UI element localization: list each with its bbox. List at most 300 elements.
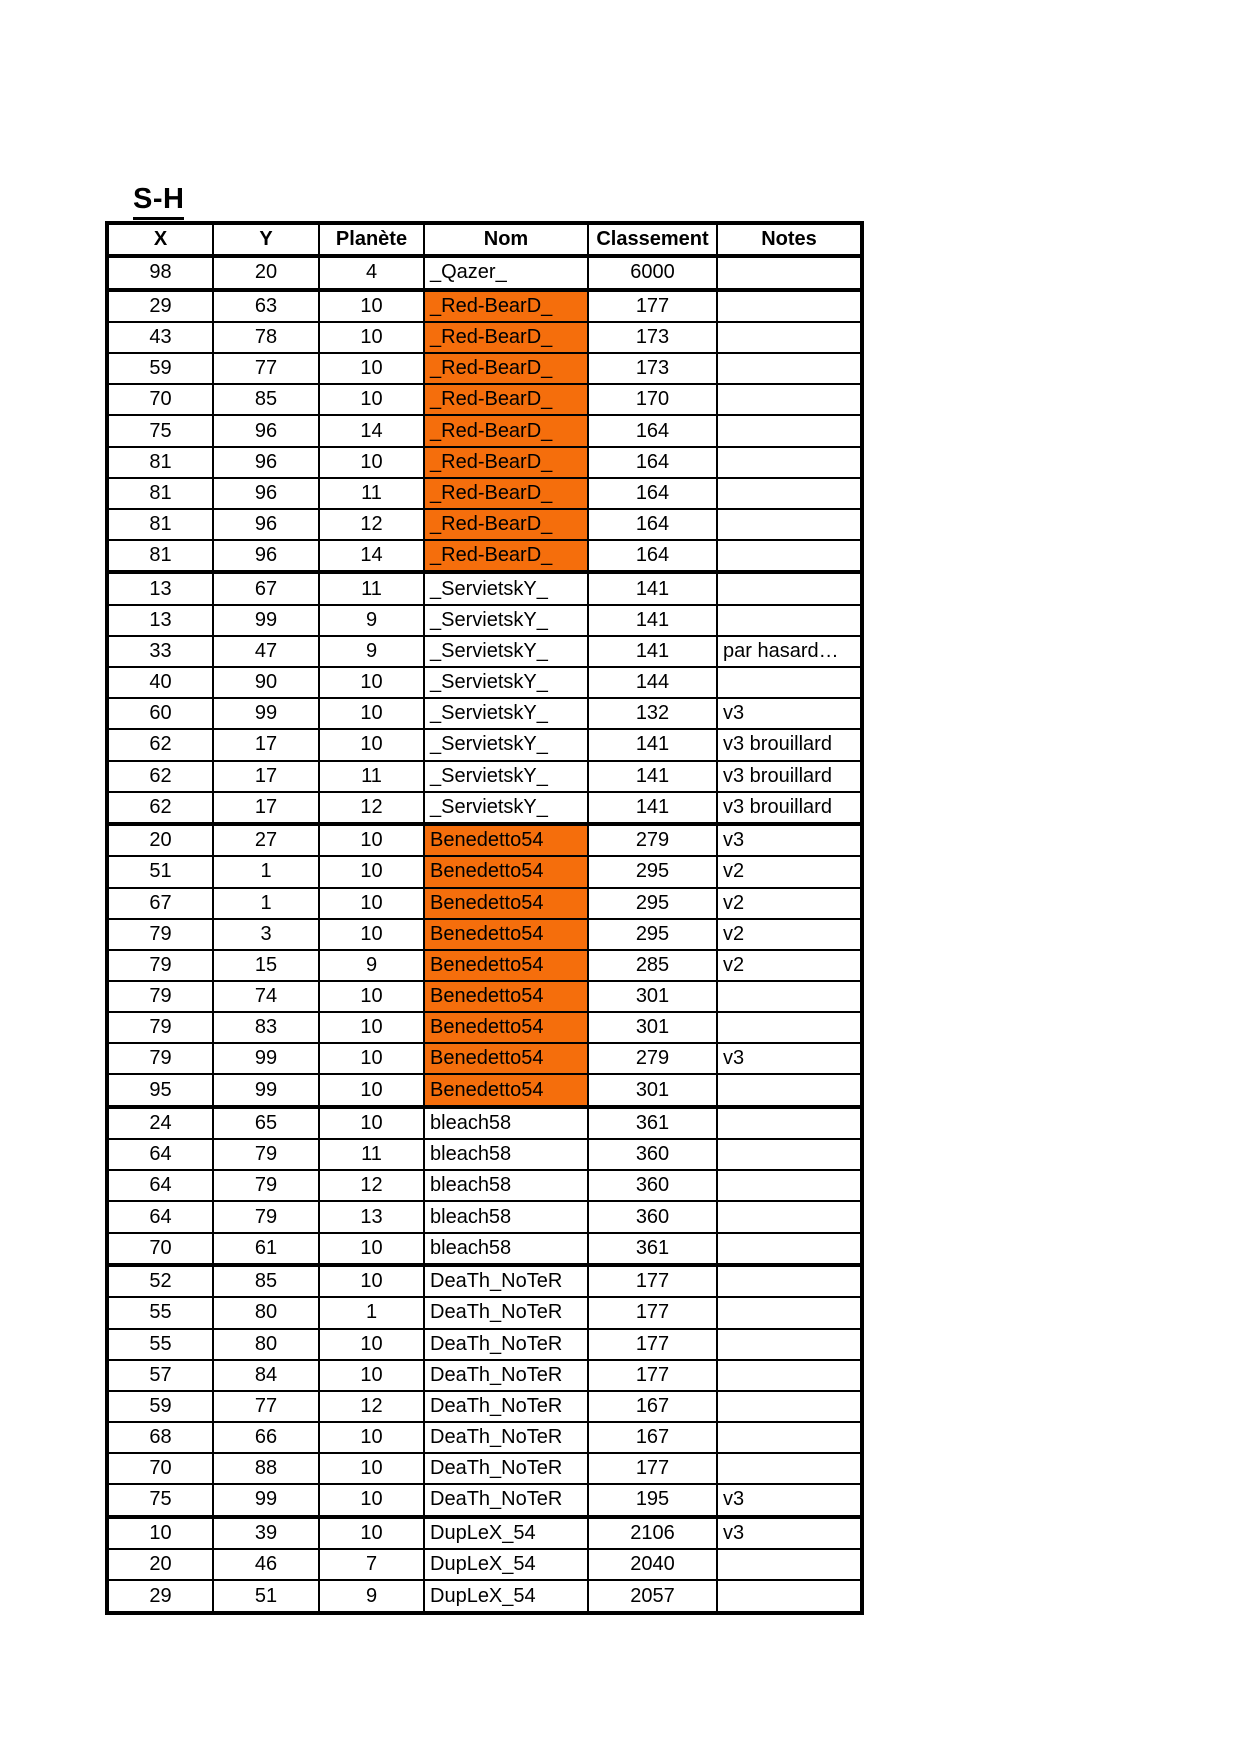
table-row: [107, 1580, 862, 1613]
cell-classement: 164: [588, 540, 717, 572]
cell-classement: 279: [588, 824, 717, 856]
cell-planete: 7: [319, 1549, 424, 1580]
cell-x: 64: [107, 1201, 213, 1232]
cell-y: 65: [213, 1107, 319, 1139]
cell-x: 98: [107, 256, 213, 290]
cell-nom: Benedetto54: [424, 1074, 588, 1106]
cell-planete: 12: [319, 509, 424, 540]
table-row: [107, 1139, 862, 1170]
cell-classement: 177: [588, 1329, 717, 1360]
cell-y: 96: [213, 447, 319, 478]
cell-notes: v3 brouillard: [717, 761, 862, 792]
cell-classement: 301: [588, 981, 717, 1012]
cell-x: 29: [107, 290, 213, 322]
cell-planete: 11: [319, 572, 424, 604]
cell-nom: Benedetto54: [424, 1043, 588, 1074]
cell-nom: bleach58: [424, 1139, 588, 1170]
cell-planete: 10: [319, 1329, 424, 1360]
table-row: [107, 729, 862, 760]
cell-x: 51: [107, 856, 213, 887]
cell-planete: 10: [319, 1012, 424, 1043]
cell-notes: [717, 1233, 862, 1265]
cell-classement: 164: [588, 509, 717, 540]
column-header-y: Y: [213, 223, 319, 256]
cell-x: 81: [107, 447, 213, 478]
cell-nom: Benedetto54: [424, 824, 588, 856]
cell-y: 17: [213, 761, 319, 792]
cell-classement: 295: [588, 888, 717, 919]
cell-x: 62: [107, 729, 213, 760]
cell-planete: 10: [319, 447, 424, 478]
cell-classement: 141: [588, 636, 717, 667]
cell-y: 80: [213, 1329, 319, 1360]
cell-y: 74: [213, 981, 319, 1012]
cell-y: 1: [213, 856, 319, 887]
cell-x: 81: [107, 478, 213, 509]
cell-nom: Benedetto54: [424, 950, 588, 981]
cell-y: 77: [213, 1391, 319, 1422]
cell-classement: 2040: [588, 1549, 717, 1580]
cell-y: 78: [213, 322, 319, 353]
cell-x: 70: [107, 1233, 213, 1265]
cell-notes: [717, 1074, 862, 1106]
table-row: [107, 447, 862, 478]
cell-y: 99: [213, 1484, 319, 1516]
cell-y: 96: [213, 478, 319, 509]
table-row: [107, 667, 862, 698]
table-row: [107, 919, 862, 950]
cell-classement: 301: [588, 1012, 717, 1043]
table-row: [107, 256, 862, 290]
column-header-classement: Classement: [588, 223, 717, 256]
cell-planete: 13: [319, 1201, 424, 1232]
cell-x: 79: [107, 981, 213, 1012]
table-row: [107, 1360, 862, 1391]
cell-nom: _ServietskY_: [424, 761, 588, 792]
cell-classement: 141: [588, 761, 717, 792]
cell-nom: DeaTh_NoTeR: [424, 1297, 588, 1328]
cell-nom: DupLeX_54: [424, 1517, 588, 1549]
cell-notes: [717, 1453, 862, 1484]
cell-planete: 12: [319, 792, 424, 824]
cell-x: 95: [107, 1074, 213, 1106]
cell-nom: DeaTh_NoTeR: [424, 1360, 588, 1391]
table-row: [107, 888, 862, 919]
table-row: [107, 950, 862, 981]
table-row: [107, 824, 862, 856]
cell-nom: Benedetto54: [424, 856, 588, 887]
cell-y: 96: [213, 540, 319, 572]
cell-classement: 285: [588, 950, 717, 981]
cell-y: 99: [213, 1074, 319, 1106]
cell-nom: _ServietskY_: [424, 605, 588, 636]
cell-planete: 10: [319, 1043, 424, 1074]
table-row: [107, 856, 862, 887]
cell-y: 1: [213, 888, 319, 919]
cell-classement: 301: [588, 1074, 717, 1106]
cell-nom: _ServietskY_: [424, 729, 588, 760]
column-header-planete: Planète: [319, 223, 424, 256]
cell-planete: 10: [319, 353, 424, 384]
cell-x: 79: [107, 950, 213, 981]
cell-x: 40: [107, 667, 213, 698]
cell-y: 66: [213, 1422, 319, 1453]
cell-x: 52: [107, 1265, 213, 1297]
cell-x: 64: [107, 1170, 213, 1201]
cell-nom: _Red-BearD_: [424, 322, 588, 353]
cell-classement: 170: [588, 384, 717, 415]
table-row: [107, 1233, 862, 1265]
cell-y: 79: [213, 1170, 319, 1201]
cell-classement: 360: [588, 1139, 717, 1170]
cell-nom: _Red-BearD_: [424, 384, 588, 415]
cell-classement: 164: [588, 447, 717, 478]
cell-classement: 2106: [588, 1517, 717, 1549]
cell-nom: Benedetto54: [424, 1012, 588, 1043]
column-header-x: X: [107, 223, 213, 256]
cell-planete: 10: [319, 384, 424, 415]
cell-y: 79: [213, 1139, 319, 1170]
table-row: [107, 1107, 862, 1139]
cell-planete: 10: [319, 729, 424, 760]
table-row: [107, 605, 862, 636]
cell-notes: v3: [717, 1517, 862, 1549]
cell-x: 59: [107, 353, 213, 384]
cell-classement: 6000: [588, 256, 717, 290]
cell-nom: Benedetto54: [424, 981, 588, 1012]
cell-planete: 10: [319, 667, 424, 698]
cell-x: 79: [107, 1043, 213, 1074]
cell-classement: 295: [588, 919, 717, 950]
cell-x: 75: [107, 415, 213, 446]
table-row: [107, 322, 862, 353]
table-row: [107, 1517, 862, 1549]
cell-notes: [717, 1265, 862, 1297]
cell-nom: _ServietskY_: [424, 792, 588, 824]
cell-y: 77: [213, 353, 319, 384]
cell-notes: v2: [717, 919, 862, 950]
cell-nom: _Red-BearD_: [424, 415, 588, 446]
table-row: [107, 384, 862, 415]
cell-classement: 173: [588, 322, 717, 353]
cell-planete: 10: [319, 322, 424, 353]
cell-y: 3: [213, 919, 319, 950]
cell-nom: _Red-BearD_: [424, 540, 588, 572]
table-row: [107, 1012, 862, 1043]
cell-planete: 4: [319, 256, 424, 290]
table-row: [107, 1043, 862, 1074]
cell-nom: _ServietskY_: [424, 572, 588, 604]
cell-notes: [717, 322, 862, 353]
table-row: [107, 1265, 862, 1297]
cell-planete: 9: [319, 636, 424, 667]
cell-nom: DupLeX_54: [424, 1580, 588, 1613]
cell-nom: bleach58: [424, 1201, 588, 1232]
cell-classement: 141: [588, 605, 717, 636]
column-header-nom: Nom: [424, 223, 588, 256]
table-row: [107, 761, 862, 792]
cell-nom: DeaTh_NoTeR: [424, 1265, 588, 1297]
cell-y: 51: [213, 1580, 319, 1613]
table-row: [107, 792, 862, 824]
cell-planete: 10: [319, 1453, 424, 1484]
cell-classement: 2057: [588, 1580, 717, 1613]
cell-notes: v3: [717, 698, 862, 729]
cell-nom: _Red-BearD_: [424, 509, 588, 540]
cell-notes: [717, 605, 862, 636]
table-row: [107, 1549, 862, 1580]
cell-planete: 9: [319, 605, 424, 636]
cell-classement: 177: [588, 1265, 717, 1297]
cell-planete: 10: [319, 1517, 424, 1549]
cell-notes: v2: [717, 950, 862, 981]
cell-planete: 10: [319, 1107, 424, 1139]
cell-notes: [717, 415, 862, 446]
cell-nom: bleach58: [424, 1107, 588, 1139]
cell-nom: _Red-BearD_: [424, 290, 588, 322]
cell-classement: 164: [588, 415, 717, 446]
cell-classement: 177: [588, 290, 717, 322]
cell-planete: 10: [319, 919, 424, 950]
cell-x: 79: [107, 919, 213, 950]
table-row: [107, 1170, 862, 1201]
cell-x: 13: [107, 572, 213, 604]
cell-nom: DupLeX_54: [424, 1549, 588, 1580]
cell-notes: [717, 256, 862, 290]
table-row: [107, 290, 862, 322]
cell-notes: [717, 1297, 862, 1328]
cell-notes: [717, 1580, 862, 1613]
cell-y: 63: [213, 290, 319, 322]
cell-nom: DeaTh_NoTeR: [424, 1391, 588, 1422]
cell-x: 75: [107, 1484, 213, 1516]
cell-nom: Benedetto54: [424, 888, 588, 919]
cell-x: 81: [107, 540, 213, 572]
cell-nom: bleach58: [424, 1170, 588, 1201]
table-row: [107, 509, 862, 540]
cell-nom: _Red-BearD_: [424, 447, 588, 478]
cell-y: 15: [213, 950, 319, 981]
cell-notes: [717, 1139, 862, 1170]
cell-planete: 11: [319, 1139, 424, 1170]
cell-classement: 177: [588, 1360, 717, 1391]
cell-nom: _Red-BearD_: [424, 353, 588, 384]
cell-x: 67: [107, 888, 213, 919]
table-row: [107, 698, 862, 729]
cell-y: 85: [213, 384, 319, 415]
cell-planete: 12: [319, 1391, 424, 1422]
cell-nom: DeaTh_NoTeR: [424, 1453, 588, 1484]
cell-x: 62: [107, 761, 213, 792]
cell-notes: [717, 1107, 862, 1139]
page-title: S-H: [133, 183, 184, 220]
cell-x: 70: [107, 1453, 213, 1484]
table-row: [107, 1074, 862, 1106]
cell-x: 70: [107, 384, 213, 415]
table-row: [107, 1422, 862, 1453]
cell-notes: [717, 478, 862, 509]
cell-planete: 10: [319, 856, 424, 887]
cell-planete: 9: [319, 1580, 424, 1613]
cell-planete: 10: [319, 824, 424, 856]
cell-nom: _Qazer_: [424, 256, 588, 290]
cell-planete: 10: [319, 981, 424, 1012]
cell-x: 57: [107, 1360, 213, 1391]
table-row: [107, 353, 862, 384]
cell-y: 27: [213, 824, 319, 856]
table-row: [107, 478, 862, 509]
cell-planete: 10: [319, 290, 424, 322]
cell-nom: _Red-BearD_: [424, 478, 588, 509]
cell-notes: v3: [717, 1484, 862, 1516]
table-row: [107, 1484, 862, 1516]
table-row: [107, 636, 862, 667]
cell-notes: v3 brouillard: [717, 729, 862, 760]
cell-planete: 14: [319, 540, 424, 572]
cell-planete: 10: [319, 1422, 424, 1453]
cell-y: 99: [213, 605, 319, 636]
cell-x: 10: [107, 1517, 213, 1549]
table-body: [107, 256, 862, 1613]
cell-notes: [717, 1422, 862, 1453]
cell-planete: 12: [319, 1170, 424, 1201]
cell-classement: 173: [588, 353, 717, 384]
cell-notes: [717, 1012, 862, 1043]
cell-planete: 10: [319, 1484, 424, 1516]
cell-classement: 360: [588, 1170, 717, 1201]
cell-classement: 144: [588, 667, 717, 698]
cell-classement: 177: [588, 1453, 717, 1484]
cell-classement: 361: [588, 1107, 717, 1139]
cell-notes: [717, 447, 862, 478]
table-row: [107, 572, 862, 604]
cell-notes: [717, 384, 862, 415]
cell-x: 68: [107, 1422, 213, 1453]
cell-x: 60: [107, 698, 213, 729]
cell-x: 81: [107, 509, 213, 540]
table-row: [107, 1391, 862, 1422]
cell-y: 80: [213, 1297, 319, 1328]
cell-x: 59: [107, 1391, 213, 1422]
cell-y: 17: [213, 792, 319, 824]
cell-notes: v2: [717, 856, 862, 887]
cell-x: 29: [107, 1580, 213, 1613]
cell-x: 24: [107, 1107, 213, 1139]
cell-y: 99: [213, 1043, 319, 1074]
cell-classement: 295: [588, 856, 717, 887]
cell-y: 17: [213, 729, 319, 760]
cell-x: 55: [107, 1329, 213, 1360]
cell-notes: [717, 540, 862, 572]
cell-nom: DeaTh_NoTeR: [424, 1329, 588, 1360]
cell-planete: 10: [319, 888, 424, 919]
cell-classement: 177: [588, 1297, 717, 1328]
data-table: [105, 221, 864, 1615]
cell-x: 64: [107, 1139, 213, 1170]
cell-planete: 10: [319, 1265, 424, 1297]
cell-classement: 360: [588, 1201, 717, 1232]
table-row: [107, 1329, 862, 1360]
table-row: [107, 415, 862, 446]
cell-planete: 11: [319, 478, 424, 509]
cell-notes: [717, 1170, 862, 1201]
cell-notes: [717, 1391, 862, 1422]
cell-nom: bleach58: [424, 1233, 588, 1265]
cell-notes: [717, 981, 862, 1012]
cell-nom: Benedetto54: [424, 919, 588, 950]
cell-y: 47: [213, 636, 319, 667]
cell-y: 88: [213, 1453, 319, 1484]
cell-nom: DeaTh_NoTeR: [424, 1422, 588, 1453]
cell-nom: DeaTh_NoTeR: [424, 1484, 588, 1516]
cell-y: 20: [213, 256, 319, 290]
cell-classement: 361: [588, 1233, 717, 1265]
cell-y: 67: [213, 572, 319, 604]
cell-y: 99: [213, 698, 319, 729]
cell-notes: [717, 572, 862, 604]
cell-classement: 141: [588, 572, 717, 604]
header-row: [107, 223, 862, 256]
cell-classement: 167: [588, 1391, 717, 1422]
cell-notes: v3 brouillard: [717, 792, 862, 824]
cell-y: 83: [213, 1012, 319, 1043]
cell-planete: 10: [319, 1233, 424, 1265]
cell-x: 43: [107, 322, 213, 353]
cell-notes: [717, 667, 862, 698]
cell-classement: 279: [588, 1043, 717, 1074]
cell-classement: 164: [588, 478, 717, 509]
cell-planete: 10: [319, 1360, 424, 1391]
cell-y: 46: [213, 1549, 319, 1580]
cell-nom: _ServietskY_: [424, 667, 588, 698]
cell-classement: 141: [588, 729, 717, 760]
cell-nom: _ServietskY_: [424, 636, 588, 667]
cell-notes: v2: [717, 888, 862, 919]
cell-planete: 1: [319, 1297, 424, 1328]
cell-notes: [717, 1549, 862, 1580]
cell-classement: 167: [588, 1422, 717, 1453]
cell-notes: [717, 509, 862, 540]
cell-classement: 141: [588, 792, 717, 824]
cell-notes: [717, 290, 862, 322]
cell-planete: 10: [319, 1074, 424, 1106]
table-row: [107, 1453, 862, 1484]
cell-y: 61: [213, 1233, 319, 1265]
cell-notes: v3: [717, 1043, 862, 1074]
cell-classement: 195: [588, 1484, 717, 1516]
cell-y: 96: [213, 415, 319, 446]
cell-classement: 132: [588, 698, 717, 729]
cell-x: 13: [107, 605, 213, 636]
cell-y: 90: [213, 667, 319, 698]
table-row: [107, 1201, 862, 1232]
cell-notes: par hasard…: [717, 636, 862, 667]
cell-notes: v3: [717, 824, 862, 856]
column-header-notes: Notes: [717, 223, 862, 256]
cell-y: 85: [213, 1265, 319, 1297]
table-header: [107, 223, 862, 256]
cell-nom: _ServietskY_: [424, 698, 588, 729]
cell-y: 79: [213, 1201, 319, 1232]
cell-planete: 14: [319, 415, 424, 446]
cell-planete: 11: [319, 761, 424, 792]
table-row: [107, 981, 862, 1012]
cell-x: 33: [107, 636, 213, 667]
cell-x: 79: [107, 1012, 213, 1043]
cell-notes: [717, 1329, 862, 1360]
cell-x: 20: [107, 824, 213, 856]
table-row: [107, 540, 862, 572]
